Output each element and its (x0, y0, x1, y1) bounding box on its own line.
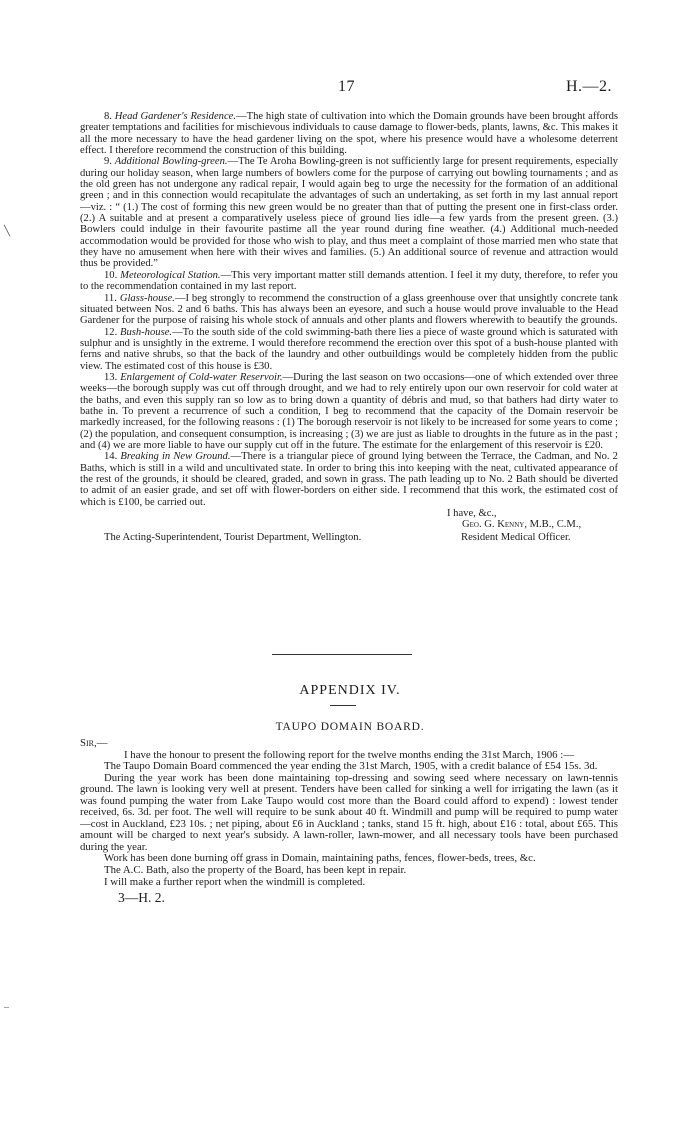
paragraph-number: 11. (104, 292, 117, 304)
appendix-paragraph: I have the honour to present the following report for the twelve months ending the 31st March, 1906 :— (124, 748, 575, 761)
paragraph-heading: Meteorological Station. (120, 269, 221, 281)
paragraph-14 (80, 451, 618, 508)
paragraph-heading: Bush-house. (119, 326, 173, 338)
paragraph-number: 10. (104, 269, 118, 281)
appendix-title: APPENDIX IV. (299, 683, 401, 698)
paragraph-13 (80, 372, 618, 451)
page-number: 17 (338, 78, 355, 95)
addressee-row (80, 531, 618, 545)
signatory-title: Resident Medical Officer. (461, 531, 571, 543)
title-dash (330, 705, 356, 706)
closing-line: I have, &c., (447, 508, 497, 520)
appendix-paragraph: The A.C. Bath, also the property of the Board, has been kept in repair. (104, 864, 407, 877)
paragraph-text: —The high state of cultivation into which the Domain grounds have been brought affords greater temptations and facilities for mischievous individuals to cause damage to flower-beds, plants, lawns, &c. This makes it all the more necessary to have the head gardener living on the spot, where his presence would have a wholesome deterrent effect. I therefore recommend the construction of this building. (80, 111, 618, 157)
paragraph-10 (80, 270, 618, 293)
paragraph-heading: Head Gardener's Residence. (114, 111, 237, 122)
paragraph-11 (80, 293, 618, 327)
salutation: Sir,— (80, 737, 108, 749)
paragraph-text: —There is a triangular piece of ground lying between the Terrace, the Cadman, and No. 2 Baths, which is still in a wild and uncultivated state. In order to bring this into keeping with the neat, cultivated appearance of the rest of the grounds, it should be cleared, graded, and sown in grass. The path leading up to No. 2 Bath should be diverted to admit of an easier grade, and set off with flower-borders on either side. I recommend that this work, the estimated cost of which is £100, be carried out. (80, 451, 618, 508)
paragraph-text: —During the last season on two occasions—one of which extended over three weeks—the borough supply was cut off through drought, and we had to rely entirely upon our own reservoir for cold water at the baths, and even this supply ran so low as to bring down a quantity of débris and mud, so that bathers had dirty water to bathe in. To prevent a recurrence of such a condition, I beg to recommend that the capacity of the Domain reservoir be markedly increased, for the following reasons : (1) The borough reservoir is not likely to be increased for some years to come ; (2) the population, and consequent consumption, is increasing ; (3) we are just as liable to droughts in the future as in the past ; and (4) we are more liable to have our supply cut off in the future. The estimate for the enlargement of this reservoir is £20. (80, 371, 618, 451)
appendix-paragraph: During the year work has been done maintaining top-dressing and sowing seed where necessary on lawn-tennis ground. The lawn is looking very well at present. Tenders have been called for sinking a well for irrigating the lawn (as it was found pumping the water from Lake Taupo would cost more than the Board could afford to expend) : lowest tender received, 6s. 3d. per foot. The well will require to be sunk about 40 ft. Windmill and pump will be required to pump water—cost in Auckland, £23 10s. ; net piping, about £6 in Auckland ; tanks, stand 15 ft. high, about £16 : total, about £65. This amount will be charged to next year's subsidy. A lawn-roller, lawn-mower, and all necessary tools have been purchased during the year. (80, 771, 618, 853)
appendix-body (80, 738, 618, 905)
paragraph-heading: Enlargement of Cold-water Reservoir. (120, 371, 283, 383)
paragraph-heading: Additional Bowling-green. (114, 156, 228, 168)
addressee: The Acting-Superintendent, Tourist Department, Wellington. (104, 531, 362, 543)
appendix-paragraph: The Taupo Domain Board commenced the year ending the 31st March, 1905, with a credit balance of £54 15s. 3d. (104, 760, 598, 773)
report-body (80, 111, 618, 545)
section-divider (272, 654, 412, 655)
signature: Geo. G. Kenny, M.B., C.M., (462, 519, 582, 531)
paragraph-8 (80, 111, 618, 156)
paragraph-number: 12. (104, 326, 118, 338)
document-reference: H.—2. (566, 78, 613, 95)
paragraph-heading: Glass-house. (119, 292, 175, 304)
margin-dash-mark: – (4, 1002, 9, 1013)
paragraph-text: —To the south side of the cold swimming-bath there lies a piece of waste ground which is saturated with sulphur and is unsightly in the extreme. I would therefore recommend the erection over this spot of a bush-house planted with ferns and native shrubs, so that the back of the laundry and other outbuildings would be completely hidden from the public view. The estimated cost of this house is £30. (80, 326, 618, 372)
paragraph-number: 14. (104, 451, 118, 463)
paragraph-number: 9. (104, 156, 112, 168)
paragraph-12 (80, 327, 618, 372)
paragraph-9 (80, 156, 618, 269)
appendix-paragraph: I will make a further report when the windmill is completed. (104, 875, 366, 888)
paragraph-text: —The Te Aroha Bowling-green is not sufficiently large for present requirements, especially during our holiday season, when large numbers of bowlers come for the purpose of carrying out bowling tournaments ; and as the old green has not undergone any radical repair, I would again beg to urge the necessity for the formation of an additional green ; and in this connection would recapitulate the advantages of such an undertaking, as set forth in my last annual report —viz. : “ (1.) The cost of forming this new green would be no greater than that of putting the present one in first-class order. (2.) A suitable and at present a comparatively useless piece of ground lies idle—a few yards from the present green. (3.) Bowlers could indulge in their favourite pastime all the year round during fine weather. (4.) Additional much-needed accommodation would be provided for those who wish to play, and thus meet a complaint of those married men who state that they have no amusement when here with their wives and families. (5.) An additional source of revenue and attraction would thus be provided.” (80, 156, 618, 270)
paragraph-heading: Breaking in New Ground. (120, 451, 231, 463)
sheet-reference: 3—H. 2. (118, 890, 165, 906)
paragraph-text: —I beg strongly to recommend the construction of a glass greenhouse over that unsightly concrete tank situated between Nos. 2 and 6 baths. This has always been an eyesore, and such a house would prove invaluable to the Head Gardener for the purpose of raising his whole stock of annuals and other plants and flowers wherewith to beautify the grounds. (80, 292, 618, 327)
paragraph-number: 13. (104, 371, 118, 383)
paragraph-number: 8. (104, 111, 112, 122)
paragraph-text: —This very important matter still demands attention. I feel it my duty, therefore, to refer you to the recommendation contained in my last report. (80, 269, 618, 293)
appendix-paragraph: Work has been done burning off grass in Domain, maintaining paths, fences, flower-beds, trees, &c. (104, 852, 536, 865)
appendix-subtitle: TAUPO DOMAIN BOARD. (275, 721, 425, 733)
margin-tick-mark: ╲ (4, 226, 11, 237)
